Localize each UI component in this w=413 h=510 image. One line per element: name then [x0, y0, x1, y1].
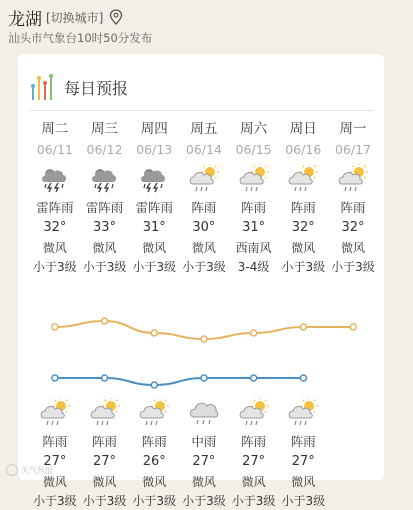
- day-forecast-column: [229, 118, 279, 276]
- day-forecast-column: [80, 118, 130, 276]
- low-temp-point: [251, 375, 257, 381]
- day-condition: 阵雨: [290, 200, 316, 215]
- day-name: 周六: [240, 121, 268, 137]
- day-wind-direction: 西南风: [235, 241, 272, 255]
- night-low-temp: 27°: [93, 454, 117, 469]
- city-name: 龙湖: [8, 9, 42, 30]
- night-forecast-column: [179, 398, 229, 510]
- low-temp-point: [201, 375, 207, 381]
- day-date: 06/13: [136, 142, 173, 157]
- day-wind-force: 小于3级: [281, 260, 326, 274]
- day-name: 周三: [91, 121, 119, 137]
- day-name: 周二: [41, 121, 69, 137]
- day-wind-direction: 微风: [142, 241, 167, 255]
- night-low-temp: 27°: [242, 454, 266, 469]
- day-wind-force: 小于3级: [331, 260, 375, 274]
- forecast-bars-icon: [30, 73, 54, 101]
- high-temp-point: [102, 318, 108, 324]
- header: [8, 4, 405, 48]
- day-name: 周五: [190, 121, 218, 137]
- sun-shower-icon: [238, 164, 270, 194]
- day-wind-direction: 微风: [191, 241, 216, 255]
- night-forecast-column: [80, 398, 130, 510]
- sun-shower-icon: [238, 398, 270, 428]
- low-temp-line: [55, 378, 304, 385]
- day-forecast-column: [328, 118, 378, 276]
- sun-shower-icon: [188, 164, 220, 194]
- day-condition: 阵雨: [191, 200, 217, 215]
- night-wind-direction: 微风: [42, 475, 67, 489]
- night-wind-force: 小于3级: [182, 494, 226, 508]
- day-condition: 阵雨: [241, 200, 267, 215]
- night-condition: 阵雨: [141, 434, 167, 449]
- day-forecast-row: [30, 118, 378, 276]
- day-wind-direction: 微风: [92, 241, 117, 255]
- night-condition: 中雨: [191, 434, 217, 449]
- watermark: [6, 464, 53, 476]
- day-name: 周四: [140, 121, 168, 137]
- day-wind-force: 小于3级: [132, 260, 177, 274]
- high-temp-point: [350, 324, 356, 330]
- watermark-logo-icon: [6, 464, 18, 476]
- night-wind-direction: 微风: [291, 475, 316, 489]
- day-date: 06/17: [334, 142, 371, 157]
- thunder-rain-cloud-icon: [138, 164, 170, 194]
- location-pin-icon[interactable]: [109, 9, 123, 25]
- day-forecast-column: [278, 118, 328, 276]
- night-wind-direction: 微风: [241, 475, 266, 489]
- low-temp-point: [102, 375, 108, 381]
- day-wind-direction: 微风: [42, 241, 67, 255]
- watermark-text: 天气预报: [21, 465, 53, 475]
- day-wind-force: 小于3级: [33, 260, 77, 274]
- day-condition: 雷阵雨: [85, 200, 124, 215]
- night-forecast-column: [229, 398, 279, 510]
- sun-shower-icon: [138, 398, 170, 428]
- day-condition: 雷阵雨: [36, 200, 74, 215]
- switch-city-link[interactable]: [切换城市]: [46, 10, 104, 25]
- night-wind-direction: 微风: [191, 475, 216, 489]
- day-date: 06/15: [235, 142, 272, 157]
- day-condition: 雷阵雨: [135, 200, 173, 215]
- night-condition: 阵雨: [241, 434, 267, 449]
- low-temp-point: [300, 375, 306, 381]
- temperature-curve-chart: [30, 316, 378, 398]
- night-forecast-column: [30, 398, 80, 510]
- day-name: 周日: [289, 121, 317, 137]
- day-name: 周一: [339, 121, 367, 137]
- night-wind-direction: 微风: [142, 475, 167, 489]
- daily-forecast-card: [18, 54, 384, 508]
- sun-shower-icon: [287, 398, 319, 428]
- day-wind-force: 小于3级: [82, 260, 127, 274]
- sun-shower-icon: [39, 398, 71, 428]
- day-high-temp: 32°: [291, 220, 315, 235]
- day-date: 06/16: [285, 142, 322, 157]
- night-wind-force: 小于3级: [33, 494, 77, 508]
- night-wind-force: 小于3级: [231, 494, 276, 508]
- night-wind-force: 小于3级: [281, 494, 326, 508]
- night-low-temp: 26°: [142, 454, 166, 469]
- night-wind-direction: 微风: [92, 475, 117, 489]
- night-wind-force: 小于3级: [132, 494, 177, 508]
- thunder-rain-cloud-icon: [89, 164, 121, 194]
- night-forecast-row: [30, 398, 378, 510]
- cloud-rain-icon: [188, 398, 220, 428]
- day-high-temp: 30°: [192, 220, 216, 235]
- sun-shower-icon: [337, 164, 369, 194]
- high-temp-point: [251, 330, 257, 336]
- sun-shower-icon: [89, 398, 121, 428]
- day-wind-force: 3-4级: [237, 260, 270, 274]
- day-condition: 阵雨: [340, 200, 366, 215]
- low-temp-point: [151, 382, 157, 388]
- night-low-temp: 27°: [192, 454, 216, 469]
- day-wind-direction: 微风: [291, 241, 316, 255]
- night-condition: 阵雨: [42, 434, 68, 449]
- day-high-temp: 31°: [242, 220, 266, 235]
- high-temp-point: [151, 330, 157, 336]
- night-condition: 阵雨: [92, 434, 118, 449]
- night-wind-force: 小于3级: [82, 494, 127, 508]
- low-temp-point: [52, 375, 58, 381]
- divider: [30, 110, 374, 111]
- day-forecast-column: [179, 118, 229, 276]
- day-high-temp: 31°: [142, 220, 166, 235]
- night-forecast-column: [129, 398, 179, 510]
- publish-info: 汕头市气象台10时50分发布: [8, 31, 153, 45]
- day-high-temp: 32°: [43, 220, 67, 235]
- high-temp-point: [52, 324, 58, 330]
- thunder-rain-cloud-icon: [39, 164, 71, 194]
- high-temp-point: [300, 324, 306, 330]
- day-wind-direction: 微风: [340, 241, 365, 255]
- night-low-temp: 27°: [43, 454, 67, 469]
- day-forecast-column: [129, 118, 179, 276]
- card-title: 每日预报: [64, 78, 129, 98]
- day-high-temp: 33°: [93, 220, 117, 235]
- day-high-temp: 32°: [341, 220, 365, 235]
- day-date: 06/12: [86, 142, 123, 157]
- high-temp-point: [201, 336, 207, 342]
- night-low-temp: 27°: [291, 454, 315, 469]
- sun-shower-icon: [287, 164, 319, 194]
- day-date: 06/14: [185, 142, 222, 157]
- day-wind-force: 小于3级: [182, 260, 226, 274]
- day-forecast-column: [30, 118, 80, 276]
- night-condition: 阵雨: [290, 434, 316, 449]
- night-forecast-column: [278, 398, 328, 510]
- day-date: 06/11: [36, 142, 73, 157]
